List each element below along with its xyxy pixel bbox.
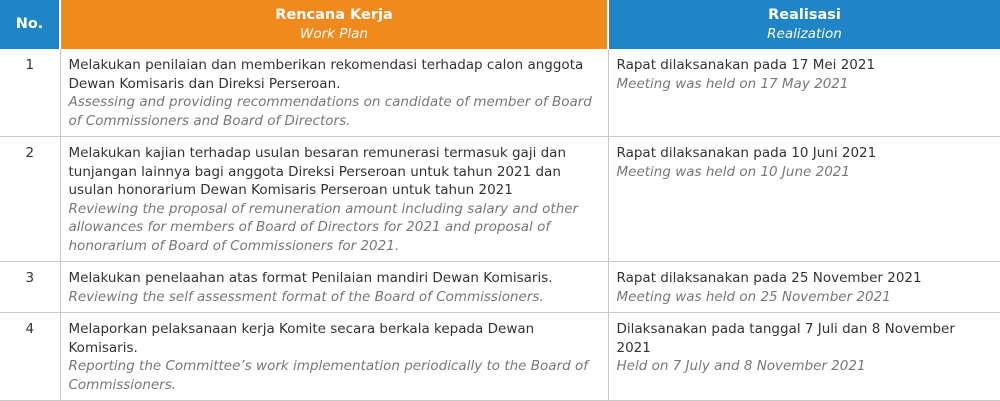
work-plan-en: Assessing and providing recommendations on candidate of member of Board of Commissioners and Board of Directors. [68,94,592,129]
work-plan-cell [60,313,608,401]
header-plan-label-id: Rencana Kerja [275,6,393,23]
row-number: 1 [0,49,60,137]
realization-id: Dilaksanakan pada tanggal 7 Juli dan 8 November 2021 [616,321,955,356]
header-real-label-id: Realisasi [768,6,841,23]
realization-cell [608,313,1000,401]
table-row [0,137,1000,262]
table-row [0,313,1000,401]
realization-id: Rapat dilaksanakan pada 25 November 2021 [616,270,922,286]
row-number: 3 [0,262,60,313]
realization-en: Meeting was held on 10 June 2021 [616,163,850,180]
work-plan-en: Reviewing the self assessment format of the Board of Commissioners. [68,288,544,305]
work-plan-en: Reviewing the proposal of remuneration amount including salary and other allowances for members of Board of Directors for 2021 and proposal of honorarium of Board of Commissioners for 2021. [68,200,579,254]
realization-en: Meeting was held on 25 November 2021 [616,288,891,305]
realization-cell [608,262,1000,313]
row-number: 2 [0,137,60,262]
work-plan-id: Melakukan kajian terhadap usulan besaran remunerasi termasuk gaji dan tunjangan lainnya bagi anggota Direksi Perseroan untuk tahun 2021 dan usulan honorarium Dewan Komisaris Perseroan untuk tahun 2021 [68,145,567,198]
work-plan-en: Reporting the Committee’s work implementation periodically to the Board of Commissioners. [68,358,588,393]
work-plan-cell [60,262,608,313]
header-no-label: No. [15,16,44,32]
work-plan-id: Melakukan penilaian dan memberikan rekomendasi terhadap calon anggota Dewan Komisaris dan Direksi Perseroan. [68,57,584,92]
header-realization [608,0,1000,49]
table-header-row [0,0,1000,49]
header-real-label-en: Realization [767,25,842,42]
header-work-plan [60,0,608,49]
realization-id: Rapat dilaksanakan pada 10 Juni 2021 [616,145,877,161]
realization-cell [608,137,1000,262]
header-plan-label-en: Work Plan [300,25,368,42]
realization-en: Held on 7 July and 8 November 2021 [616,358,866,374]
work-plan-cell [60,137,608,262]
realization-en: Meeting was held on 17 May 2021 [616,75,849,92]
work-plan-cell [60,49,608,137]
realization-cell [608,49,1000,137]
work-plan-id: Melakukan penelaahan atas format Penilaian mandiri Dewan Komisaris. [68,270,553,286]
row-number: 4 [0,313,60,401]
work-plan-id: Melaporkan pelaksanaan kerja Komite secara berkala kepada Dewan Komisaris. [68,321,535,356]
table-row [0,262,1000,313]
table-row [0,49,1000,137]
realization-id: Rapat dilaksanakan pada 17 Mei 2021 [616,57,876,73]
header-no [0,0,60,49]
